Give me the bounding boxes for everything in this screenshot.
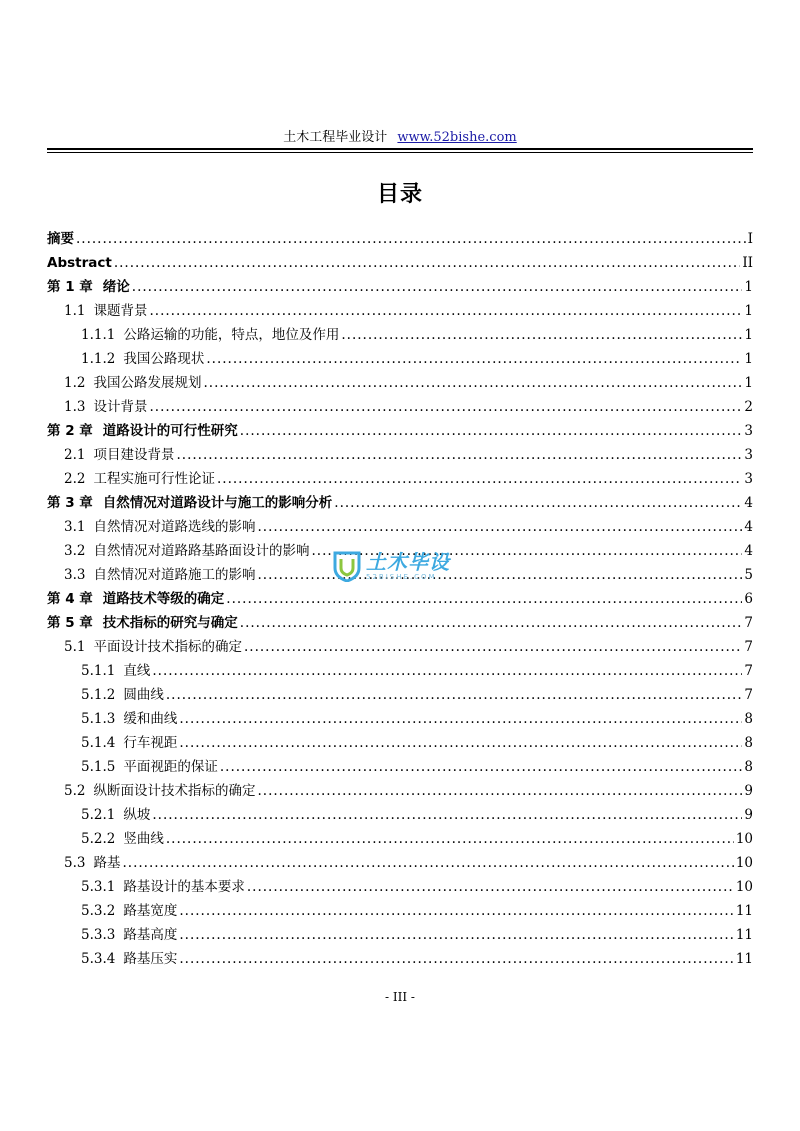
toc-leader-dots: [176, 443, 742, 467]
toc-entry-page: 10: [735, 831, 753, 847]
toc-entry-title: 路基压实: [123, 951, 178, 967]
toc-entry-title: 路基宽度: [123, 903, 178, 919]
toc-entry-title: 设计背景: [93, 399, 148, 415]
toc-entry-number: 5.2.2: [81, 831, 116, 847]
toc-leader-dots: [132, 275, 743, 299]
toc-entry[interactable]: [47, 731, 753, 755]
toc-entry-page: 3: [744, 471, 753, 487]
toc-entry[interactable]: [47, 803, 753, 827]
toc-entry[interactable]: [47, 347, 753, 371]
toc-leader-dots: [114, 251, 741, 275]
toc-entry-title: 行车视距: [123, 735, 178, 751]
toc-entry-number: 5.1.1: [81, 663, 116, 679]
toc-entry-page: 7: [744, 639, 753, 655]
toc-entry-page: 2: [744, 399, 753, 415]
toc-entry-number: 2.1: [64, 447, 86, 463]
toc-entry-page: 4: [744, 495, 753, 511]
toc-entry-number: 第 4 章: [47, 591, 93, 607]
toc-entry[interactable]: [47, 875, 753, 899]
toc-leader-dots: [149, 299, 742, 323]
toc-leader-dots: [179, 707, 742, 731]
toc-entry-page: 6: [744, 591, 753, 607]
toc-entry-page: II: [742, 255, 753, 271]
toc-entry-page: 10: [735, 855, 753, 871]
toc-entry-number: 第 5 章: [47, 615, 93, 631]
toc-entry[interactable]: [47, 587, 753, 611]
toc-entry-page: I: [747, 231, 753, 247]
toc-leader-dots: [311, 539, 742, 563]
toc-entry-title: 课题背景: [93, 303, 148, 319]
toc-entry-title: 我国公路发展规划: [93, 375, 202, 391]
toc-entry[interactable]: [47, 923, 753, 947]
toc-entry-title: 道路技术等级的确定: [102, 591, 225, 607]
toc-entry-number: 1.1.2: [81, 351, 116, 367]
toc-entry[interactable]: [47, 275, 753, 299]
toc-leader-dots: [334, 491, 742, 515]
toc-entry-number: 5.3.2: [81, 903, 116, 919]
toc-leader-dots: [149, 395, 742, 419]
toc-leader-dots: [179, 899, 733, 923]
toc-entry-title: 我国公路现状: [123, 351, 205, 367]
toc-entry-page: 5: [744, 567, 753, 583]
toc-entry-page: 11: [735, 903, 753, 919]
toc-entry[interactable]: [47, 371, 753, 395]
toc-leader-dots: [152, 659, 742, 683]
toc-leader-dots: [166, 683, 743, 707]
toc-entry-page: 1: [744, 303, 753, 319]
toc-entry-title: 平面视距的保证: [123, 759, 218, 775]
toc-leader-dots: [244, 635, 742, 659]
toc-entry-title: 绪论: [102, 279, 130, 295]
toc-entry-title: 纵坡: [123, 807, 151, 823]
toc-entry[interactable]: [47, 539, 753, 563]
toc-leader-dots: [240, 419, 743, 443]
toc-entry-page: 7: [744, 615, 753, 631]
toc-entry-page: 9: [744, 783, 753, 799]
toc-entry-title: 直线: [123, 663, 151, 679]
header-rule-thick: [47, 148, 753, 150]
toc-entry-title: 路基设计的基本要求: [123, 879, 245, 895]
toc-entry-page: 1: [744, 375, 753, 391]
toc-entry-number: 5.3.4: [81, 951, 116, 967]
toc-entry-title: 公路运输的功能，特点，地位及作用: [123, 327, 340, 343]
toc-entry-number: 5.1.2: [81, 687, 116, 703]
toc-leader-dots: [179, 947, 733, 971]
toc-leader-dots: [76, 227, 746, 251]
toc-entry[interactable]: [47, 443, 753, 467]
toc-entry-title: 自然情况对道路选线的影响: [93, 519, 256, 535]
toc-entry-page: 4: [744, 519, 753, 535]
toc-entry[interactable]: [47, 755, 753, 779]
header-text: 土木工程毕业设计: [283, 130, 388, 145]
toc-entry-number: 5.1.3: [81, 711, 116, 727]
toc-entry-title: 自然情况对道路路基路面设计的影响: [93, 543, 310, 559]
toc-entry-title: 竖曲线: [123, 831, 164, 847]
toc-leader-dots: [257, 515, 742, 539]
toc-leader-dots: [179, 731, 742, 755]
toc-leader-dots: [217, 467, 742, 491]
toc-entry-number: 5.3.3: [81, 927, 116, 943]
header-rule-thin: [47, 152, 753, 153]
toc-entry[interactable]: [47, 299, 753, 323]
toc-entry-number: 第 1 章: [47, 279, 93, 295]
toc-entry-title: 缓和曲线: [123, 711, 178, 727]
toc-entry-title: 纵断面设计技术指标的确定: [93, 783, 256, 799]
toc-entry[interactable]: [47, 491, 753, 515]
toc-entry-number: 1.2: [64, 375, 86, 391]
page-number: - III -: [385, 990, 415, 1004]
toc-leader-dots: [220, 755, 743, 779]
toc-entry-title: 技术指标的研究与确定: [102, 615, 238, 631]
toc-leader-dots: [226, 587, 742, 611]
page-title: 目录: [376, 182, 423, 207]
toc-entry-page: 1: [744, 279, 753, 295]
toc-entry-page: 4: [744, 543, 753, 559]
toc-entry-page: 3: [744, 423, 753, 439]
toc-entry-title: 自然情况对道路施工的影响: [93, 567, 256, 583]
toc-entry-page: 11: [735, 927, 753, 943]
toc-entry[interactable]: [47, 947, 753, 971]
toc-entry[interactable]: [47, 659, 753, 683]
toc-entry-title: 自然情况对道路设计与施工的影响分析: [102, 495, 333, 511]
toc-entry-number: 第 2 章: [47, 423, 93, 439]
toc-leader-dots: [203, 371, 742, 395]
toc-entry-page: 10: [735, 879, 753, 895]
toc-entry-title: 圆曲线: [123, 687, 164, 703]
toc-entry-number: 3.2: [64, 543, 86, 559]
toc-entry-number: 第 3 章: [47, 495, 93, 511]
toc-entry-page: 8: [744, 711, 753, 727]
toc-entry-title: 工程实施可行性论证: [93, 471, 215, 487]
toc-leader-dots: [152, 803, 742, 827]
toc-entry[interactable]: [47, 683, 753, 707]
toc-entry-number: 5.2.1: [81, 807, 116, 823]
toc-entry-number: 1.3: [64, 399, 86, 415]
toc-leader-dots: [257, 779, 742, 803]
toc-entry-page: 3: [744, 447, 753, 463]
toc-leader-dots: [166, 827, 734, 851]
toc-entry[interactable]: [47, 707, 753, 731]
toc-entry-title: 平面设计技术指标的确定: [93, 639, 242, 655]
toc-leader-dots: [179, 923, 733, 947]
toc-entry-number: 1.1.1: [81, 327, 116, 343]
header-link[interactable]: www.52bishe.com: [397, 130, 517, 145]
toc-entry-title: 摘要: [47, 231, 74, 247]
toc-entry-page: 7: [744, 687, 753, 703]
page-header: [0, 130, 800, 146]
toc-entry[interactable]: [47, 563, 753, 587]
toc-entry[interactable]: [47, 635, 753, 659]
toc-leader-dots: [240, 611, 743, 635]
toc-entry-number: 1.1: [64, 303, 86, 319]
toc-entry-title: 路基: [93, 855, 121, 871]
toc-entry[interactable]: [47, 395, 753, 419]
toc-leader-dots: [247, 875, 734, 899]
toc-leader-dots: [206, 347, 742, 371]
toc-entry-title: Abstract: [47, 255, 112, 271]
toc-entry-number: 5.3.1: [81, 879, 116, 895]
toc-entry-page: 8: [744, 735, 753, 751]
toc-entry[interactable]: [47, 779, 753, 803]
toc-leader-dots: [122, 851, 733, 875]
toc-entry-number: 5.1.5: [81, 759, 116, 775]
toc-entry[interactable]: [47, 827, 753, 851]
toc-entry[interactable]: [47, 851, 753, 875]
toc-entry-page: 1: [744, 327, 753, 343]
toc-entry[interactable]: [47, 227, 753, 251]
toc-entry[interactable]: [47, 611, 753, 635]
table-of-contents: [47, 227, 753, 971]
toc-entry[interactable]: [47, 515, 753, 539]
toc-entry-number: 5.2: [64, 783, 86, 799]
toc-entry-number: 5.3: [64, 855, 86, 871]
toc-entry-number: 5.1: [64, 639, 86, 655]
toc-entry-page: 7: [744, 663, 753, 679]
toc-entry[interactable]: [47, 323, 753, 347]
toc-entry-title: 项目建设背景: [93, 447, 175, 463]
toc-entry-number: 5.1.4: [81, 735, 116, 751]
toc-entry-page: 1: [744, 351, 753, 367]
toc-entry-number: 3.3: [64, 567, 86, 583]
toc-leader-dots: [257, 563, 742, 587]
toc-entry-page: 9: [744, 807, 753, 823]
toc-entry[interactable]: [47, 419, 753, 443]
toc-entry-title: 道路设计的可行性研究: [102, 423, 238, 439]
watermark-subtext: 52BISHE.COM: [366, 573, 437, 581]
toc-entry-number: 2.2: [64, 471, 86, 487]
toc-entry[interactable]: [47, 467, 753, 491]
toc-entry[interactable]: [47, 251, 753, 275]
toc-entry-page: 8: [744, 759, 753, 775]
toc-entry-number: 3.1: [64, 519, 86, 535]
watermark-text: 土木毕设: [366, 550, 450, 574]
toc-entry-page: 11: [735, 951, 753, 967]
toc-leader-dots: [341, 323, 742, 347]
toc-entry-title: 路基高度: [123, 927, 178, 943]
toc-entry[interactable]: [47, 899, 753, 923]
